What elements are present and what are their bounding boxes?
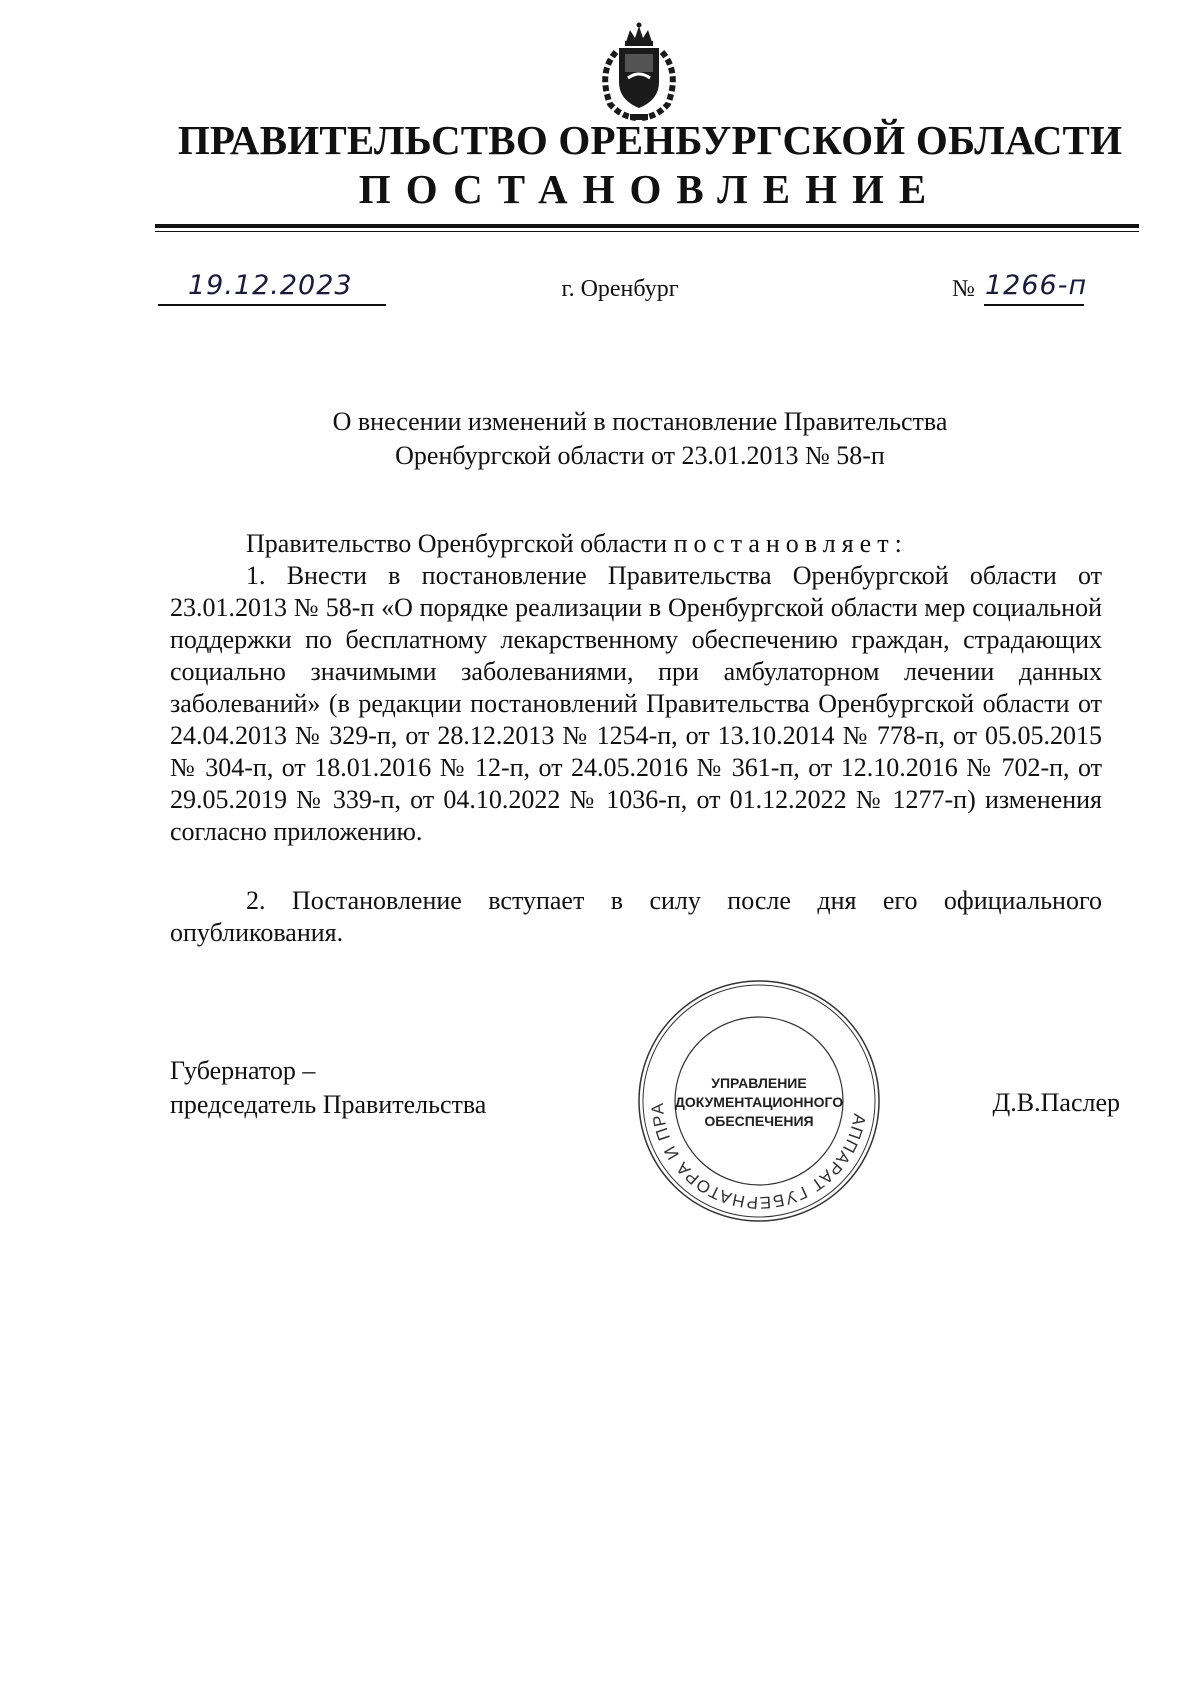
subject-line-2: Оренбургской области от 23.01.2013 № 58-п bbox=[395, 441, 885, 470]
header-rule-thin bbox=[155, 231, 1139, 232]
intro-resolves: постановляет: bbox=[673, 529, 908, 558]
signer-title bbox=[170, 1054, 486, 1122]
signer-title-line-1: Губернатор – bbox=[170, 1056, 316, 1085]
document-date: 19.12.2023 bbox=[188, 270, 353, 301]
resolution-intro bbox=[170, 528, 1102, 560]
stamp-line-2: ДОКУМЕНТАЦИОННОГО bbox=[674, 1094, 844, 1110]
document-date-field bbox=[158, 270, 386, 310]
document-subject bbox=[200, 405, 1080, 473]
organization-title: ПРАВИТЕЛЬСТВО ОРЕНБУРГСКОЙ ОБЛАСТИ bbox=[177, 117, 1123, 163]
document-number-field bbox=[952, 270, 1112, 310]
number-underline bbox=[984, 304, 1084, 306]
coat-of-arms-icon bbox=[592, 22, 686, 124]
stamp-center-text bbox=[636, 1074, 882, 1131]
resolution-item-1: 1. Внести в постановление Правительства Оренбургской области от 23.01.2013 № 58-п «О порядке реализации в Оренбургской области мер социальной поддержки по бесплатному лекарственному обеспечению граждан, страдающих социально значимыми заболеваниями, при амбулаторном лечении данных заболеваний» (в редакции постановлений Правительства Оренбургской области от 24.04.2013 № 329-п, от 28.12.2013 № 1254-п, от 13.10.2014 № 778-п, от 05.05.2015 № 304-п, от 18.01.2016 № 12-п, от 24.05.2016 № 361-п, от 12.10.2016 № 702-п, от 29.05.2019 № 339-п, от 04.10.2022 № 1036-п, от 01.12.2022 № 1277-п) изменения согласно приложению. bbox=[170, 561, 1102, 846]
resolution-item-2: 2. Постановление вступает в силу после дня его официального опубликования. bbox=[170, 886, 1102, 947]
document-number: 1266-п bbox=[985, 270, 1088, 301]
number-label: № bbox=[952, 276, 975, 302]
signer-name: Д.В.Паслер bbox=[992, 1088, 1120, 1117]
stamp-line-3: ОБЕСПЕЧЕНИЯ bbox=[704, 1113, 814, 1129]
document-type: ПОСТАНОВЛЕНИЕ bbox=[358, 166, 942, 212]
intro-text: Правительство Оренбургской области bbox=[246, 529, 674, 558]
signer-title-line-2: председатель Правительства bbox=[170, 1090, 487, 1119]
subject-line-1: О внесении изменений в постановление Правительства bbox=[332, 407, 948, 436]
header-rule bbox=[155, 224, 1139, 228]
city: г. Оренбург bbox=[561, 276, 679, 302]
official-stamp bbox=[636, 978, 882, 1224]
date-underline bbox=[158, 304, 386, 306]
stamp-line-1: УПРАВЛЕНИЕ bbox=[711, 1075, 807, 1091]
stamp-ring-text: АППАРАТ ГУБЕРНАТОРА И ПРА bbox=[647, 1101, 870, 1213]
